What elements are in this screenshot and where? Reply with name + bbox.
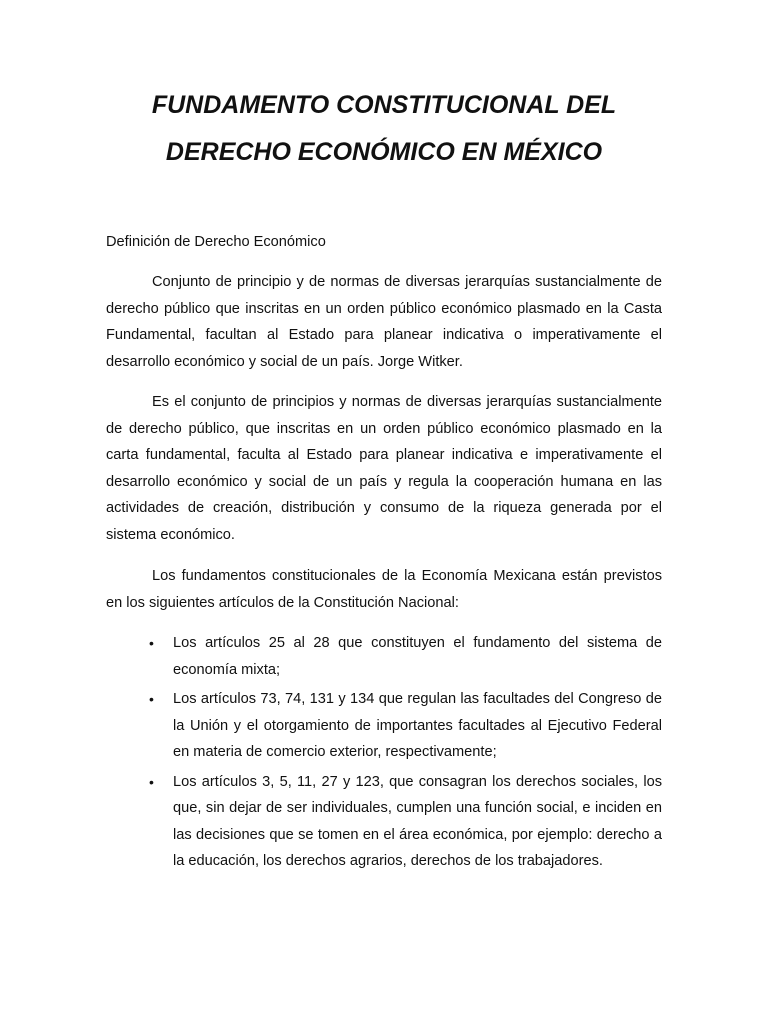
paragraph-definition-witker: Conjunto de principio y de normas de diversas jerarquías sustancialmente de derecho público que inscritas en un orden público económico plasmado en la Casta Fundamental, facultan al Estado para planear indicativa o imperativamente el desarrollo económico y social de un país. Jorge Witker. bbox=[106, 274, 662, 370]
paragraph-definition-extended: Es el conjunto de principios y normas de diversas jerarquías sustancialmente de derecho público, que inscritas en un orden público económico plasmado en la carta fundamental, faculta al Estado para planear indicativa e imperativamente el desarrollo económico y social de un país y regula la cooperación humana en las actividades de creación, distribución y consumo de la riqueza generada por el sistema económico. bbox=[106, 394, 662, 543]
articles-list bbox=[128, 630, 662, 878]
section-subheading: Definición de Derecho Económico bbox=[106, 234, 326, 250]
bullet-dot-icon: • bbox=[149, 773, 154, 790]
list-item-text: Los artículos 3, 5, 11, 27 y 123, que consagran los derechos sociales, los que, sin dejar de ser individuales, cumplen una función social, e inciden en las decisiones que se tomen en el área económica, por ejemplo: derecho a la educación, los derechos agrarios, derechos de los trabajadores. bbox=[173, 773, 662, 869]
list-item-text: Los artículos 73, 74, 131 y 134 que regulan las facultades del Congreso de la Unión y el otorgamiento de importantes facultades al Ejecutivo Federal en materia de comercio exterior, respectivamente; bbox=[173, 691, 662, 760]
paragraph-constitutional-foundations: Los fundamentos constitucionales de la Economía Mexicana están previstos en los siguientes artículos de la Constitución Nacional: bbox=[106, 568, 662, 611]
bullet-dot-icon: • bbox=[149, 691, 154, 707]
list-item-text: Los artículos 25 al 28 que constituyen el fundamento del sistema de economía mixta; bbox=[173, 635, 662, 678]
list-item bbox=[128, 769, 662, 875]
document-title-line-1: FUNDAMENTO CONSTITUCIONAL DEL bbox=[151, 91, 617, 119]
document-title-line-2: DERECHO ECONÓMICO EN MÉXICO bbox=[165, 138, 603, 166]
bullet-dot-icon: • bbox=[149, 635, 154, 651]
list-item bbox=[128, 686, 662, 766]
list-item bbox=[128, 630, 662, 683]
